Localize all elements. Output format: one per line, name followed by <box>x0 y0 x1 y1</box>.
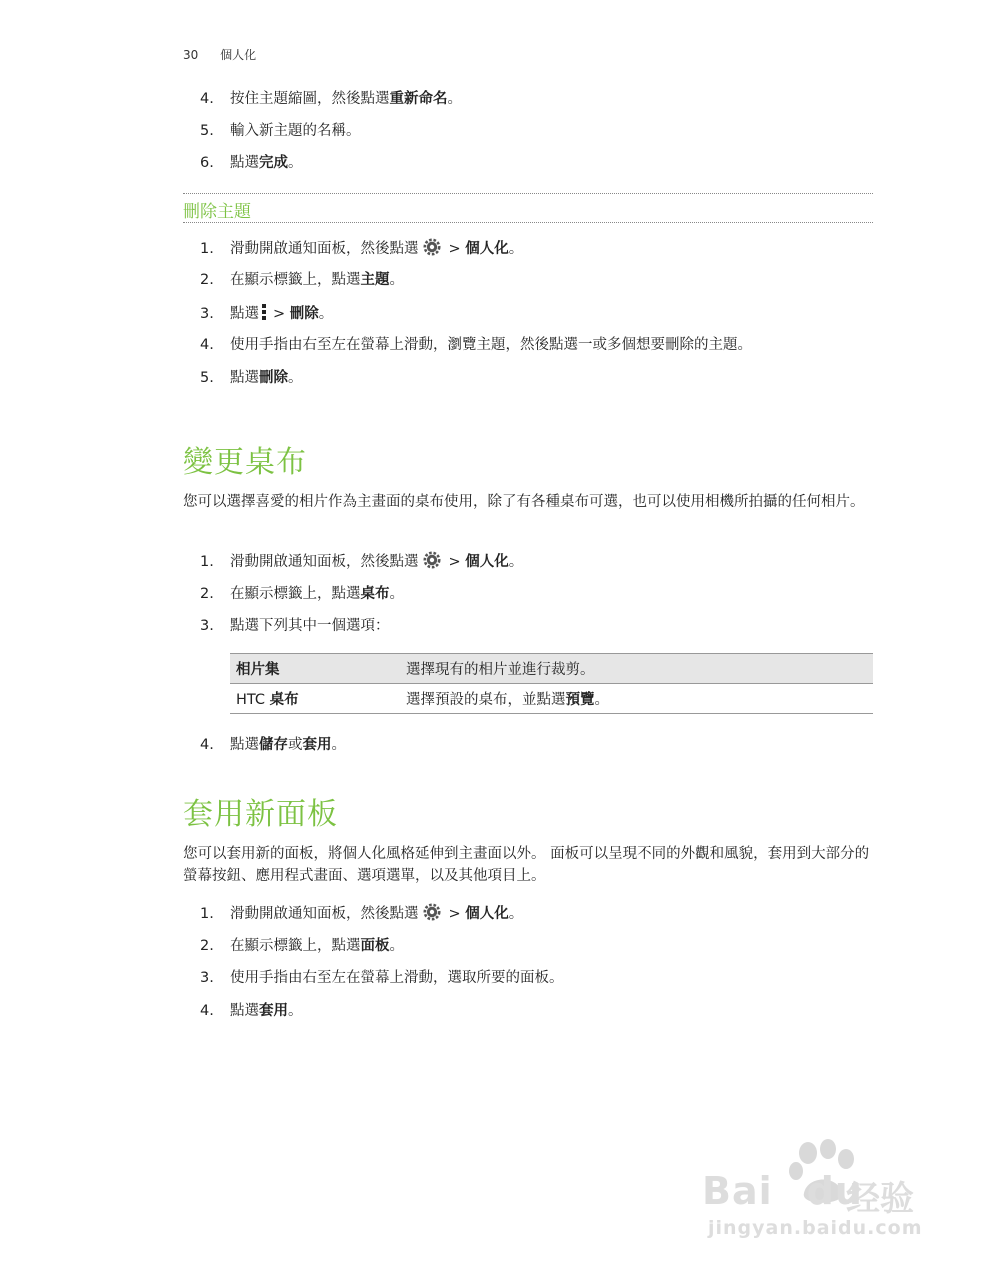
step-item <box>200 153 303 173</box>
step-text: 輸入新主題的名稱。 <box>230 123 361 139</box>
step-number: 6. <box>200 155 214 171</box>
step-text: 使用手指由右至左在螢幕上滑動，選取所要的面板。 <box>230 970 564 986</box>
step-text: 按住主題縮圖，然後點選 <box>230 91 390 107</box>
step-text: 。 <box>508 554 524 570</box>
step-text: 。 <box>389 272 404 288</box>
step-separator: > <box>448 241 461 257</box>
step-item <box>200 89 462 109</box>
step-text: 點選 <box>230 155 259 171</box>
step-text: 。 <box>508 241 524 257</box>
step-bold: 重新命名 <box>389 91 448 107</box>
step-text: 點選 <box>230 737 259 753</box>
step-bold: 桌布 <box>360 586 390 602</box>
step-item <box>200 368 303 388</box>
step-separator: > <box>448 554 461 570</box>
option-name: 相片集 <box>236 662 280 678</box>
option-description: 選擇預設的桌布，並點選 <box>406 692 566 708</box>
section-intro: 您可以套用新的面板，將個人化風格延伸到主畫面以外。 面板可以呈現不同的外觀和風貌，套用到大部分的螢幕按鈕、應用程式畫面、選項選單，以及其他項目上。 <box>183 846 870 884</box>
step-text: 滑動開啟通知面板，然後點選 <box>230 554 419 570</box>
step-bold: 套用 <box>302 737 332 753</box>
step-text: 滑動開啟通知面板，然後點選 <box>230 241 419 257</box>
step-text: 。 <box>447 91 462 107</box>
step-text: 。 <box>318 306 334 322</box>
step-bold: 個人化 <box>465 241 509 257</box>
option-description-bold: 預覽 <box>565 692 595 708</box>
step-number: 4. <box>200 737 214 753</box>
step-text: 在顯示標籤上，點選 <box>230 938 361 954</box>
page-number: 30 <box>183 48 199 62</box>
baidu-jingyan-watermark <box>700 1135 940 1245</box>
kebab-menu-icon <box>261 303 267 327</box>
step-number: 3. <box>200 970 214 986</box>
option-prefix: HTC <box>236 692 270 708</box>
step-item <box>200 551 523 575</box>
table-row <box>230 684 873 714</box>
step-item <box>200 735 346 755</box>
step-item <box>200 616 390 636</box>
step-number: 4. <box>200 1003 214 1019</box>
step-number: 3. <box>200 618 214 634</box>
step-item <box>200 303 333 327</box>
step-number: 2. <box>200 272 214 288</box>
step-item <box>200 335 752 355</box>
running-header <box>183 46 256 63</box>
table-row <box>230 654 873 684</box>
step-bold: 完成 <box>259 155 288 171</box>
step-text: 使用手指由右至左在螢幕上滑動，瀏覽主題，然後點選一或多個想要刪除的主題。 <box>230 337 752 353</box>
options-table <box>230 653 873 714</box>
step-number: 5. <box>200 123 214 139</box>
watermark-brand: Bai du <box>702 1169 863 1213</box>
step-item <box>200 121 361 141</box>
chapter-title: 個人化 <box>220 48 257 62</box>
step-text: 滑動開啟通知面板，然後點選 <box>230 906 419 922</box>
option-name: 桌布 <box>269 692 299 708</box>
subsection-rule <box>183 193 873 223</box>
option-description: 。 <box>594 692 609 708</box>
section-intro: 您可以選擇喜愛的相片作為主畫面的桌布使用，除了有各種桌布可選，也可以使用相機所拍攝的任何相片。 <box>183 494 865 510</box>
step-item <box>200 584 404 604</box>
step-number: 1. <box>200 906 214 922</box>
step-bold: 刪除 <box>259 370 288 386</box>
table-cell <box>230 654 400 684</box>
step-text: 在顯示標籤上，點選 <box>230 586 361 602</box>
step-text: 點選下列其中一個選項： <box>230 618 390 634</box>
step-item <box>200 936 404 956</box>
step-bold: 套用 <box>259 1003 288 1019</box>
step-text: 或 <box>288 737 303 753</box>
step-number: 4. <box>200 337 214 353</box>
step-text: 。 <box>331 737 346 753</box>
step-number: 1. <box>200 554 214 570</box>
gear-icon <box>423 551 441 575</box>
step-item <box>200 270 404 290</box>
option-description: 選擇現有的相片並進行裁剪。 <box>406 662 595 678</box>
step-text: 在顯示標籤上，點選 <box>230 272 361 288</box>
step-text: 。 <box>508 906 524 922</box>
gear-icon <box>423 903 441 927</box>
step-text: 點選 <box>230 370 259 386</box>
section-heading: 套用新面板 <box>183 797 338 832</box>
step-bold: 主題 <box>360 272 390 288</box>
watermark-cn: 经验 <box>846 1179 914 1219</box>
step-bold: 面板 <box>360 938 390 954</box>
section-heading: 變更桌布 <box>183 445 307 480</box>
table-cell <box>400 684 873 714</box>
step-number: 4. <box>200 91 214 107</box>
step-text: 。 <box>288 155 303 171</box>
step-text: 點選 <box>230 1003 259 1019</box>
step-text: 。 <box>389 586 404 602</box>
step-separator: > <box>273 306 286 322</box>
table-cell <box>230 684 400 714</box>
step-number: 1. <box>200 241 214 257</box>
step-text: 。 <box>389 938 404 954</box>
step-number: 2. <box>200 586 214 602</box>
step-bold: 刪除 <box>289 306 319 322</box>
step-number: 3. <box>200 306 214 322</box>
gear-icon <box>423 238 441 262</box>
step-item <box>200 968 564 988</box>
step-bold: 個人化 <box>465 554 509 570</box>
step-bold: 個人化 <box>465 906 509 922</box>
step-text: 。 <box>288 1003 303 1019</box>
watermark-url: jingyan.baidu.com <box>708 1217 923 1239</box>
step-bold: 儲存 <box>259 737 288 753</box>
table-cell <box>400 654 873 684</box>
step-number: 5. <box>200 370 214 386</box>
subsection-title: 刪除主題 <box>183 202 251 222</box>
step-number: 2. <box>200 938 214 954</box>
step-item <box>200 903 523 927</box>
step-item <box>200 238 523 262</box>
step-item <box>200 1001 303 1021</box>
step-text: 點選 <box>230 306 259 322</box>
step-text: 。 <box>288 370 303 386</box>
step-separator: > <box>448 906 461 922</box>
